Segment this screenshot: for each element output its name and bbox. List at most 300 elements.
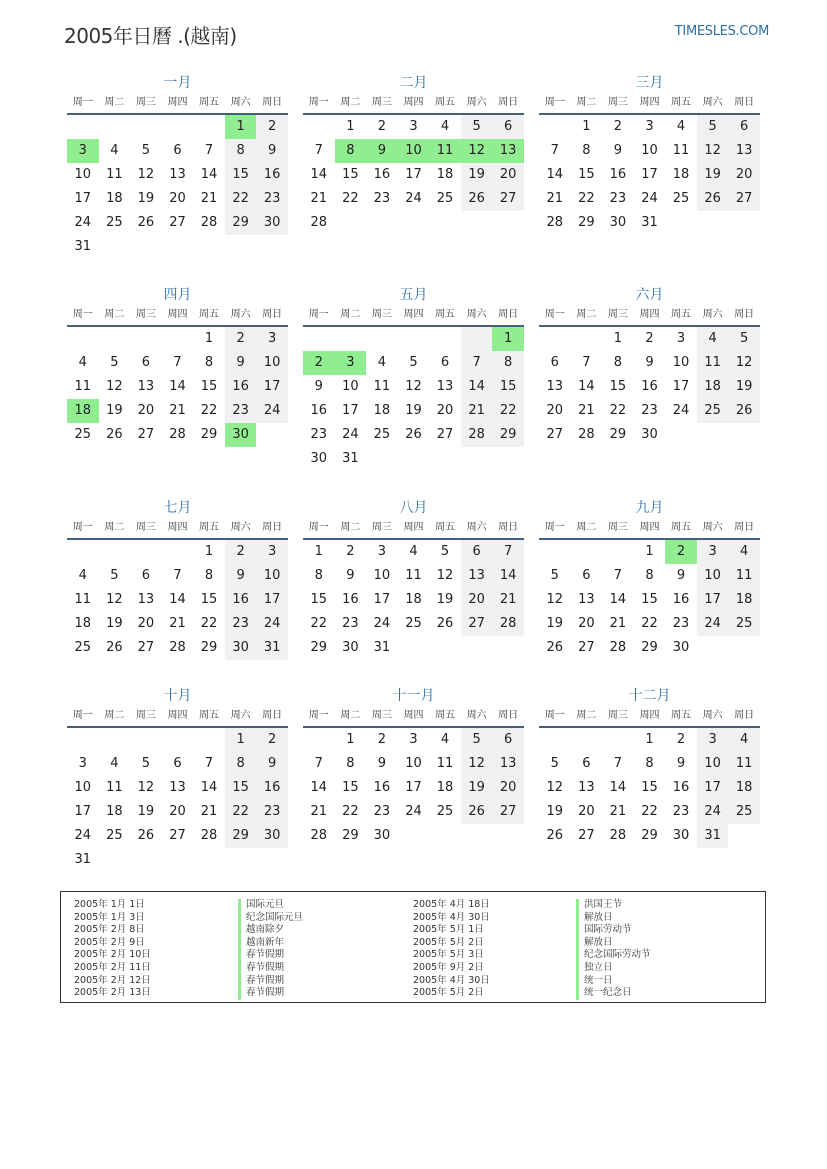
day-cell[interactable]: 2 [645, 331, 654, 346]
day-cell[interactable]: 2 [256, 728, 288, 752]
day-cell[interactable]: 13 [728, 139, 760, 163]
day-cell[interactable]: 12 [728, 351, 760, 375]
day-cell[interactable]: 22 [200, 616, 218, 631]
day-cell[interactable]: 31 [697, 824, 729, 848]
day-cell[interactable]: 29 [492, 423, 524, 447]
day-cell[interactable]: 1 [225, 728, 257, 752]
day-cell[interactable]: 15 [225, 163, 257, 187]
day-cell[interactable]: 8 [645, 756, 654, 771]
day-cell[interactable]: 2 [676, 732, 686, 747]
day-cell[interactable]: 7 [173, 568, 182, 583]
day-cell[interactable]: 9 [314, 379, 323, 394]
day-cell[interactable]: 14 [492, 564, 524, 588]
day-cell[interactable]: 24 [697, 612, 729, 636]
day-cell[interactable]: 25 [436, 191, 454, 206]
day-cell[interactable]: 19 [106, 403, 123, 418]
day-cell[interactable]: 4 [78, 355, 87, 370]
day-cell[interactable]: 8 [204, 355, 214, 370]
day-cell[interactable]: 19 [137, 804, 155, 819]
day-cell[interactable]: 16 [641, 379, 658, 394]
day-cell[interactable]: 30 [256, 211, 288, 235]
day-cell[interactable]: 5 [141, 143, 151, 158]
day-cell[interactable]: 9 [377, 756, 387, 771]
day-cell[interactable]: 11 [429, 139, 461, 163]
day-cell[interactable]: 30 [310, 451, 328, 466]
day-cell[interactable]: 2 [303, 351, 335, 375]
day-cell[interactable]: 10 [373, 568, 391, 583]
day-cell[interactable]: 4 [697, 327, 729, 351]
day-cell[interactable]: 11 [436, 756, 454, 771]
day-cell[interactable]: 30 [641, 427, 658, 442]
day-cell[interactable]: 26 [436, 616, 454, 631]
day-cell[interactable]: 12 [461, 752, 493, 776]
day-cell[interactable]: 23 [225, 399, 257, 423]
day-cell[interactable]: 18 [436, 167, 454, 182]
day-cell[interactable]: 6 [582, 756, 591, 771]
day-cell[interactable]: 11 [74, 592, 92, 607]
day-cell[interactable]: 18 [106, 191, 123, 206]
day-cell[interactable]: 13 [578, 592, 595, 607]
day-cell[interactable]: 25 [728, 800, 760, 824]
day-cell[interactable]: 18 [728, 776, 760, 800]
day-cell[interactable]: 26 [728, 399, 760, 423]
day-cell[interactable]: 16 [672, 780, 690, 795]
day-cell[interactable]: 1 [645, 544, 654, 559]
day-cell[interactable]: 23 [641, 403, 658, 418]
day-cell[interactable]: 8 [204, 568, 214, 583]
day-cell[interactable]: 28 [609, 828, 627, 843]
day-cell[interactable]: 25 [697, 399, 729, 423]
day-cell[interactable]: 11 [106, 780, 123, 795]
day-cell[interactable]: 18 [74, 616, 92, 631]
day-cell[interactable]: 18 [373, 403, 391, 418]
day-cell[interactable]: 7 [613, 568, 623, 583]
day-cell[interactable]: 24 [256, 399, 288, 423]
day-cell[interactable]: 11 [697, 351, 729, 375]
day-cell[interactable]: 15 [200, 379, 218, 394]
day-cell[interactable]: 26 [106, 640, 123, 655]
day-cell[interactable]: 19 [405, 403, 422, 418]
day-cell[interactable]: 10 [256, 351, 288, 375]
day-cell[interactable]: 3 [409, 732, 418, 747]
day-cell[interactable]: 17 [641, 167, 658, 182]
day-cell[interactable]: 20 [546, 403, 564, 418]
day-cell[interactable]: 9 [613, 143, 623, 158]
day-cell[interactable]: 15 [641, 592, 658, 607]
day-cell[interactable]: 5 [461, 115, 493, 139]
day-cell[interactable]: 21 [609, 804, 627, 819]
day-cell[interactable]: 11 [728, 564, 760, 588]
day-cell[interactable]: 30 [672, 828, 690, 843]
day-cell[interactable]: 13 [169, 780, 186, 795]
day-cell[interactable]: 25 [672, 191, 690, 206]
day-cell[interactable]: 17 [256, 588, 288, 612]
day-cell[interactable]: 29 [225, 824, 257, 848]
day-cell[interactable]: 25 [436, 804, 454, 819]
day-cell[interactable]: 14 [609, 592, 627, 607]
day-cell[interactable]: 18 [106, 804, 123, 819]
day-cell[interactable]: 7 [613, 756, 623, 771]
day-cell[interactable]: 6 [461, 540, 493, 564]
day-cell[interactable]: 2 [377, 732, 387, 747]
day-cell[interactable]: 21 [310, 804, 328, 819]
day-cell[interactable]: 28 [310, 828, 328, 843]
day-cell[interactable]: 12 [697, 139, 729, 163]
day-cell[interactable]: 17 [697, 588, 729, 612]
day-cell[interactable]: 17 [405, 167, 422, 182]
day-cell[interactable]: 27 [461, 612, 493, 636]
day-cell[interactable]: 4 [728, 540, 760, 564]
day-cell[interactable]: 13 [546, 379, 564, 394]
day-cell[interactable]: 1 [314, 544, 323, 559]
day-cell[interactable]: 24 [342, 427, 359, 442]
day-cell[interactable]: 30 [609, 215, 627, 230]
day-cell[interactable]: 12 [461, 139, 493, 163]
day-cell[interactable]: 27 [492, 187, 524, 211]
day-cell[interactable]: 5 [110, 568, 119, 583]
day-cell[interactable]: 12 [106, 592, 123, 607]
day-cell[interactable]: 24 [672, 403, 690, 418]
day-cell[interactable]: 20 [728, 163, 760, 187]
day-cell[interactable]: 3 [377, 544, 387, 559]
day-cell[interactable]: 13 [492, 752, 524, 776]
day-cell[interactable]: 21 [169, 403, 186, 418]
day-cell[interactable]: 15 [342, 167, 359, 182]
day-cell[interactable]: 29 [641, 828, 658, 843]
day-cell[interactable]: 18 [67, 399, 99, 423]
site-logo-text[interactable]: TIMESLES.COM [674, 24, 769, 39]
day-cell[interactable]: 20 [169, 804, 186, 819]
day-cell[interactable]: 10 [342, 379, 359, 394]
day-cell[interactable]: 25 [106, 215, 123, 230]
day-cell[interactable]: 16 [225, 588, 257, 612]
day-cell[interactable]: 7 [314, 756, 323, 771]
day-cell[interactable]: 14 [461, 375, 493, 399]
day-cell[interactable]: 2 [256, 115, 288, 139]
day-cell[interactable]: 23 [373, 804, 391, 819]
day-cell[interactable]: 3 [676, 331, 686, 346]
day-cell[interactable]: 30 [225, 636, 257, 660]
day-cell[interactable]: 16 [609, 167, 627, 182]
day-cell[interactable]: 21 [609, 616, 627, 631]
day-cell[interactable]: 31 [256, 636, 288, 660]
day-cell[interactable]: 19 [436, 592, 454, 607]
day-cell[interactable]: 4 [78, 568, 87, 583]
day-cell[interactable]: 13 [436, 379, 454, 394]
day-cell[interactable]: 16 [373, 167, 391, 182]
day-cell[interactable]: 31 [74, 852, 92, 867]
day-cell[interactable]: 15 [200, 592, 218, 607]
day-cell[interactable]: 3 [67, 139, 99, 163]
day-cell[interactable]: 11 [106, 167, 123, 182]
day-cell[interactable]: 9 [256, 752, 288, 776]
day-cell[interactable]: 14 [310, 780, 328, 795]
day-cell[interactable]: 12 [137, 167, 155, 182]
day-cell[interactable]: 22 [609, 403, 627, 418]
day-cell[interactable]: 19 [728, 375, 760, 399]
day-cell[interactable]: 7 [173, 355, 182, 370]
day-cell[interactable]: 18 [697, 375, 729, 399]
day-cell[interactable]: 18 [436, 780, 454, 795]
day-cell[interactable]: 9 [366, 139, 398, 163]
day-cell[interactable]: 29 [225, 211, 257, 235]
day-cell[interactable]: 6 [492, 115, 524, 139]
day-cell[interactable]: 21 [492, 588, 524, 612]
day-cell[interactable]: 23 [225, 612, 257, 636]
day-cell[interactable]: 20 [492, 776, 524, 800]
day-cell[interactable]: 24 [373, 616, 391, 631]
day-cell[interactable]: 7 [492, 540, 524, 564]
day-cell[interactable]: 10 [672, 355, 690, 370]
day-cell[interactable]: 1 [346, 732, 355, 747]
day-cell[interactable]: 28 [578, 427, 595, 442]
day-cell[interactable]: 15 [609, 379, 627, 394]
day-cell[interactable]: 30 [672, 640, 690, 655]
day-cell[interactable]: 25 [74, 427, 92, 442]
day-cell[interactable]: 21 [169, 616, 186, 631]
day-cell[interactable]: 17 [697, 776, 729, 800]
day-cell[interactable]: 29 [342, 828, 359, 843]
day-cell[interactable]: 14 [609, 780, 627, 795]
day-cell[interactable]: 15 [342, 780, 359, 795]
day-cell[interactable]: 14 [546, 167, 564, 182]
day-cell[interactable]: 27 [546, 427, 564, 442]
day-cell[interactable]: 6 [141, 568, 151, 583]
day-cell[interactable]: 6 [141, 355, 151, 370]
day-cell[interactable]: 16 [310, 403, 328, 418]
day-cell[interactable]: 19 [461, 163, 493, 187]
day-cell[interactable]: 5 [440, 544, 450, 559]
day-cell[interactable]: 5 [550, 568, 559, 583]
day-cell[interactable]: 6 [173, 143, 182, 158]
day-cell[interactable]: 7 [461, 351, 493, 375]
day-cell[interactable]: 1 [225, 115, 257, 139]
day-cell[interactable]: 27 [169, 828, 186, 843]
day-cell[interactable]: 12 [546, 780, 564, 795]
day-cell[interactable]: 6 [728, 115, 760, 139]
day-cell[interactable]: 30 [373, 828, 391, 843]
day-cell[interactable]: 11 [74, 379, 92, 394]
day-cell[interactable]: 15 [578, 167, 595, 182]
day-cell[interactable]: 23 [672, 616, 690, 631]
day-cell[interactable]: 1 [492, 327, 524, 351]
day-cell[interactable]: 27 [578, 640, 595, 655]
day-cell[interactable]: 8 [346, 756, 355, 771]
day-cell[interactable]: 14 [200, 167, 218, 182]
day-cell[interactable]: 8 [225, 752, 257, 776]
day-cell[interactable]: 18 [728, 588, 760, 612]
day-cell[interactable]: 7 [204, 756, 214, 771]
day-cell[interactable]: 6 [550, 355, 559, 370]
day-cell[interactable]: 20 [169, 191, 186, 206]
day-cell[interactable]: 28 [461, 423, 493, 447]
day-cell[interactable]: 2 [225, 540, 257, 564]
day-cell[interactable]: 6 [492, 728, 524, 752]
day-cell[interactable]: 27 [137, 427, 155, 442]
day-cell[interactable]: 12 [405, 379, 422, 394]
day-cell[interactable]: 28 [546, 215, 564, 230]
day-cell[interactable]: 15 [310, 592, 328, 607]
day-cell[interactable]: 15 [492, 375, 524, 399]
day-cell[interactable]: 4 [440, 119, 450, 134]
day-cell[interactable]: 1 [613, 331, 623, 346]
day-cell[interactable]: 17 [405, 780, 422, 795]
day-cell[interactable]: 27 [578, 828, 595, 843]
day-cell[interactable]: 12 [436, 568, 454, 583]
day-cell[interactable]: 28 [609, 640, 627, 655]
day-cell[interactable]: 29 [200, 640, 218, 655]
day-cell[interactable]: 27 [137, 640, 155, 655]
day-cell[interactable]: 17 [342, 403, 359, 418]
day-cell[interactable]: 8 [335, 139, 367, 163]
day-cell[interactable]: 26 [461, 187, 493, 211]
day-cell[interactable]: 21 [200, 804, 218, 819]
day-cell[interactable]: 22 [225, 800, 257, 824]
day-cell[interactable]: 24 [74, 828, 92, 843]
day-cell[interactable]: 1 [204, 331, 214, 346]
day-cell[interactable]: 4 [676, 119, 686, 134]
day-cell[interactable]: 20 [436, 403, 454, 418]
day-cell[interactable]: 24 [641, 191, 658, 206]
day-cell[interactable]: 1 [645, 732, 654, 747]
day-cell[interactable]: 25 [106, 828, 123, 843]
day-cell[interactable]: 30 [256, 824, 288, 848]
day-cell[interactable]: 13 [137, 379, 155, 394]
day-cell[interactable]: 8 [613, 355, 623, 370]
day-cell[interactable]: 17 [672, 379, 690, 394]
day-cell[interactable]: 10 [697, 564, 729, 588]
day-cell[interactable]: 25 [373, 427, 391, 442]
day-cell[interactable]: 8 [314, 568, 323, 583]
day-cell[interactable]: 29 [609, 427, 627, 442]
day-cell[interactable]: 10 [74, 780, 92, 795]
day-cell[interactable]: 20 [578, 804, 595, 819]
day-cell[interactable]: 24 [74, 215, 92, 230]
day-cell[interactable]: 27 [728, 187, 760, 211]
day-cell[interactable]: 4 [440, 732, 450, 747]
day-cell[interactable]: 29 [310, 640, 328, 655]
day-cell[interactable]: 2 [665, 540, 697, 564]
day-cell[interactable]: 22 [578, 191, 595, 206]
day-cell[interactable]: 26 [106, 427, 123, 442]
day-cell[interactable]: 8 [492, 351, 524, 375]
day-cell[interactable]: 25 [74, 640, 92, 655]
day-cell[interactable]: 22 [225, 187, 257, 211]
day-cell[interactable]: 9 [256, 139, 288, 163]
day-cell[interactable]: 17 [256, 375, 288, 399]
day-cell[interactable]: 23 [373, 191, 391, 206]
day-cell[interactable]: 2 [346, 544, 355, 559]
day-cell[interactable]: 30 [342, 640, 359, 655]
day-cell[interactable]: 23 [256, 187, 288, 211]
day-cell[interactable]: 4 [377, 355, 387, 370]
day-cell[interactable]: 24 [405, 804, 422, 819]
day-cell[interactable]: 12 [137, 780, 155, 795]
day-cell[interactable]: 28 [169, 640, 186, 655]
day-cell[interactable]: 24 [697, 800, 729, 824]
day-cell[interactable]: 3 [256, 327, 288, 351]
day-cell[interactable]: 23 [609, 191, 627, 206]
day-cell[interactable]: 16 [672, 592, 690, 607]
day-cell[interactable]: 28 [492, 612, 524, 636]
day-cell[interactable]: 28 [169, 427, 186, 442]
day-cell[interactable]: 17 [74, 191, 92, 206]
day-cell[interactable]: 8 [582, 143, 591, 158]
day-cell[interactable]: 7 [550, 143, 559, 158]
day-cell[interactable]: 11 [405, 568, 422, 583]
day-cell[interactable]: 17 [74, 804, 92, 819]
day-cell[interactable]: 11 [373, 379, 391, 394]
day-cell[interactable]: 31 [74, 239, 92, 254]
day-cell[interactable]: 10 [405, 756, 422, 771]
day-cell[interactable]: 6 [582, 568, 591, 583]
day-cell[interactable]: 2 [613, 119, 623, 134]
day-cell[interactable]: 16 [373, 780, 391, 795]
day-cell[interactable]: 29 [578, 215, 595, 230]
day-cell[interactable]: 22 [342, 191, 359, 206]
day-cell[interactable]: 11 [728, 752, 760, 776]
day-cell[interactable]: 26 [137, 828, 155, 843]
day-cell[interactable]: 17 [373, 592, 391, 607]
day-cell[interactable]: 3 [645, 119, 654, 134]
day-cell[interactable]: 4 [409, 544, 418, 559]
day-cell[interactable]: 21 [578, 403, 595, 418]
day-cell[interactable]: 7 [314, 143, 323, 158]
day-cell[interactable]: 5 [110, 355, 119, 370]
day-cell[interactable]: 5 [697, 115, 729, 139]
day-cell[interactable]: 23 [342, 616, 359, 631]
day-cell[interactable]: 20 [461, 588, 493, 612]
day-cell[interactable]: 16 [256, 163, 288, 187]
day-cell[interactable]: 5 [461, 728, 493, 752]
day-cell[interactable]: 4 [110, 756, 119, 771]
day-cell[interactable]: 14 [169, 379, 186, 394]
day-cell[interactable]: 12 [546, 592, 564, 607]
day-cell[interactable]: 25 [728, 612, 760, 636]
day-cell[interactable]: 3 [697, 540, 729, 564]
day-cell[interactable]: 22 [310, 616, 328, 631]
day-cell[interactable]: 31 [342, 451, 359, 466]
day-cell[interactable]: 19 [546, 804, 564, 819]
day-cell[interactable]: 13 [169, 167, 186, 182]
day-cell[interactable]: 24 [256, 612, 288, 636]
day-cell[interactable]: 9 [676, 568, 686, 583]
day-cell[interactable]: 23 [310, 427, 328, 442]
day-cell[interactable]: 21 [200, 191, 218, 206]
day-cell[interactable]: 16 [342, 592, 359, 607]
day-cell[interactable]: 21 [461, 399, 493, 423]
day-cell[interactable]: 20 [137, 403, 155, 418]
day-cell[interactable]: 2 [377, 119, 387, 134]
day-cell[interactable]: 27 [436, 427, 454, 442]
day-cell[interactable]: 21 [546, 191, 564, 206]
day-cell[interactable]: 20 [492, 163, 524, 187]
day-cell[interactable]: 22 [492, 399, 524, 423]
day-cell[interactable]: 22 [641, 804, 658, 819]
day-cell[interactable]: 13 [578, 780, 595, 795]
day-cell[interactable]: 3 [697, 728, 729, 752]
day-cell[interactable]: 18 [672, 167, 690, 182]
day-cell[interactable]: 13 [137, 592, 155, 607]
day-cell[interactable]: 26 [546, 640, 564, 655]
day-cell[interactable]: 5 [550, 756, 559, 771]
day-cell[interactable]: 6 [173, 756, 182, 771]
day-cell[interactable]: 14 [200, 780, 218, 795]
day-cell[interactable]: 28 [200, 215, 218, 230]
day-cell[interactable]: 9 [676, 756, 686, 771]
day-cell[interactable]: 5 [409, 355, 418, 370]
day-cell[interactable]: 26 [405, 427, 422, 442]
